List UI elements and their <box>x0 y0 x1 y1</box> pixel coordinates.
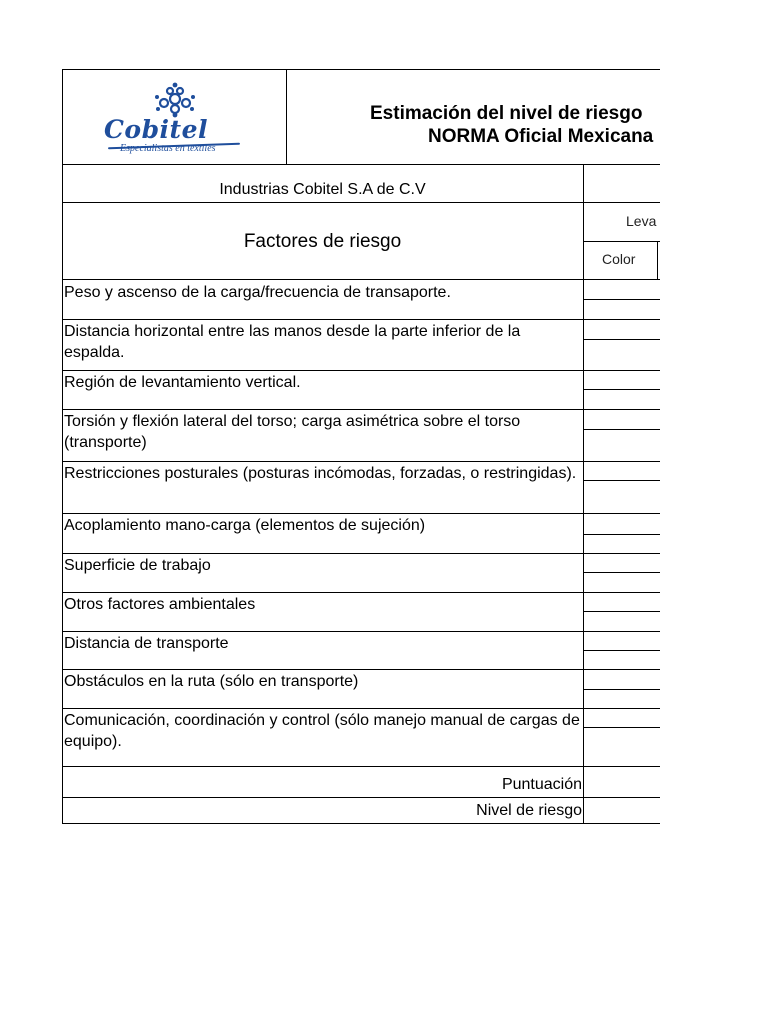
factor-row: Superficie de trabajo <box>64 557 211 574</box>
row-line <box>62 553 660 554</box>
row-line <box>62 461 660 462</box>
sub-row-line <box>583 727 660 728</box>
factors-column-header: Factores de riesgo <box>243 231 402 252</box>
factor-row: Obstáculos en la ruta (sólo en transporte) <box>64 673 359 690</box>
row-line <box>62 631 660 632</box>
row-line <box>62 370 660 371</box>
column-group-header: Leva <box>626 213 657 229</box>
color-header-right-line <box>657 241 658 279</box>
factor-row: Peso y ascenso de la carga/frecuencia de transaporte. <box>64 284 451 301</box>
header-divider <box>286 69 287 165</box>
document-subtitle: NORMA Oficial Mexicana <box>428 126 654 147</box>
company-bottom-line <box>62 202 660 203</box>
row-line <box>62 513 660 514</box>
sub-row-line <box>583 480 660 481</box>
border-bottom <box>62 823 660 824</box>
risk-assessment-sheet <box>62 69 660 825</box>
sub-row-line <box>583 534 660 535</box>
row-line <box>62 409 660 410</box>
row-line <box>62 319 660 320</box>
row-line <box>62 708 660 709</box>
logo-tagline: Especialistas en textiles <box>120 143 216 154</box>
factor-row: Comunicación, coordinación y control (sólo manejo manual de cargas de equipo). <box>64 712 580 750</box>
factor-column-divider <box>583 165 584 824</box>
row-line <box>62 797 660 798</box>
factors-header-bottom-line <box>62 279 660 280</box>
company-name: Industrias Cobitel S.A de C.V <box>219 181 426 198</box>
sub-row-line <box>583 572 660 573</box>
color-column-header: Color <box>602 251 636 267</box>
factor-row: Distancia de transporte <box>64 635 229 652</box>
risk-level-label: Nivel de riesgo <box>476 802 582 819</box>
factor-row: Torsión y flexión lateral del torso; carga asimétrica sobre el torso (transporte) <box>64 413 521 451</box>
score-label: Puntuación <box>501 776 582 793</box>
factor-row: Región de levantamiento vertical. <box>64 374 301 391</box>
sub-row-line <box>583 339 660 340</box>
sub-row-line <box>583 299 660 300</box>
row-line <box>62 592 660 593</box>
sub-row-line <box>583 611 660 612</box>
logo-brand: Cobitel <box>104 115 209 144</box>
row-line <box>62 766 660 767</box>
border-top <box>62 69 660 70</box>
factor-row: Distancia horizontal entre las manos desde la parte inferior de la espalda. <box>64 323 521 361</box>
document-title: Estimación del nivel de riesgo <box>370 103 643 124</box>
sub-row-line <box>583 650 660 651</box>
factor-row: Acoplamiento mano-carga (elementos de sujeción) <box>64 517 426 534</box>
factor-row: Restricciones posturales (posturas incómodas, forzadas, o restringidas). <box>64 465 577 482</box>
color-header-top-line <box>583 241 660 242</box>
row-line <box>62 669 660 670</box>
sub-row-line <box>583 389 660 390</box>
company-logo <box>100 81 250 157</box>
factor-row: Otros factores ambientales <box>64 596 256 613</box>
sub-row-line <box>583 429 660 430</box>
header-bottom-line <box>62 164 660 165</box>
sub-row-line <box>583 689 660 690</box>
